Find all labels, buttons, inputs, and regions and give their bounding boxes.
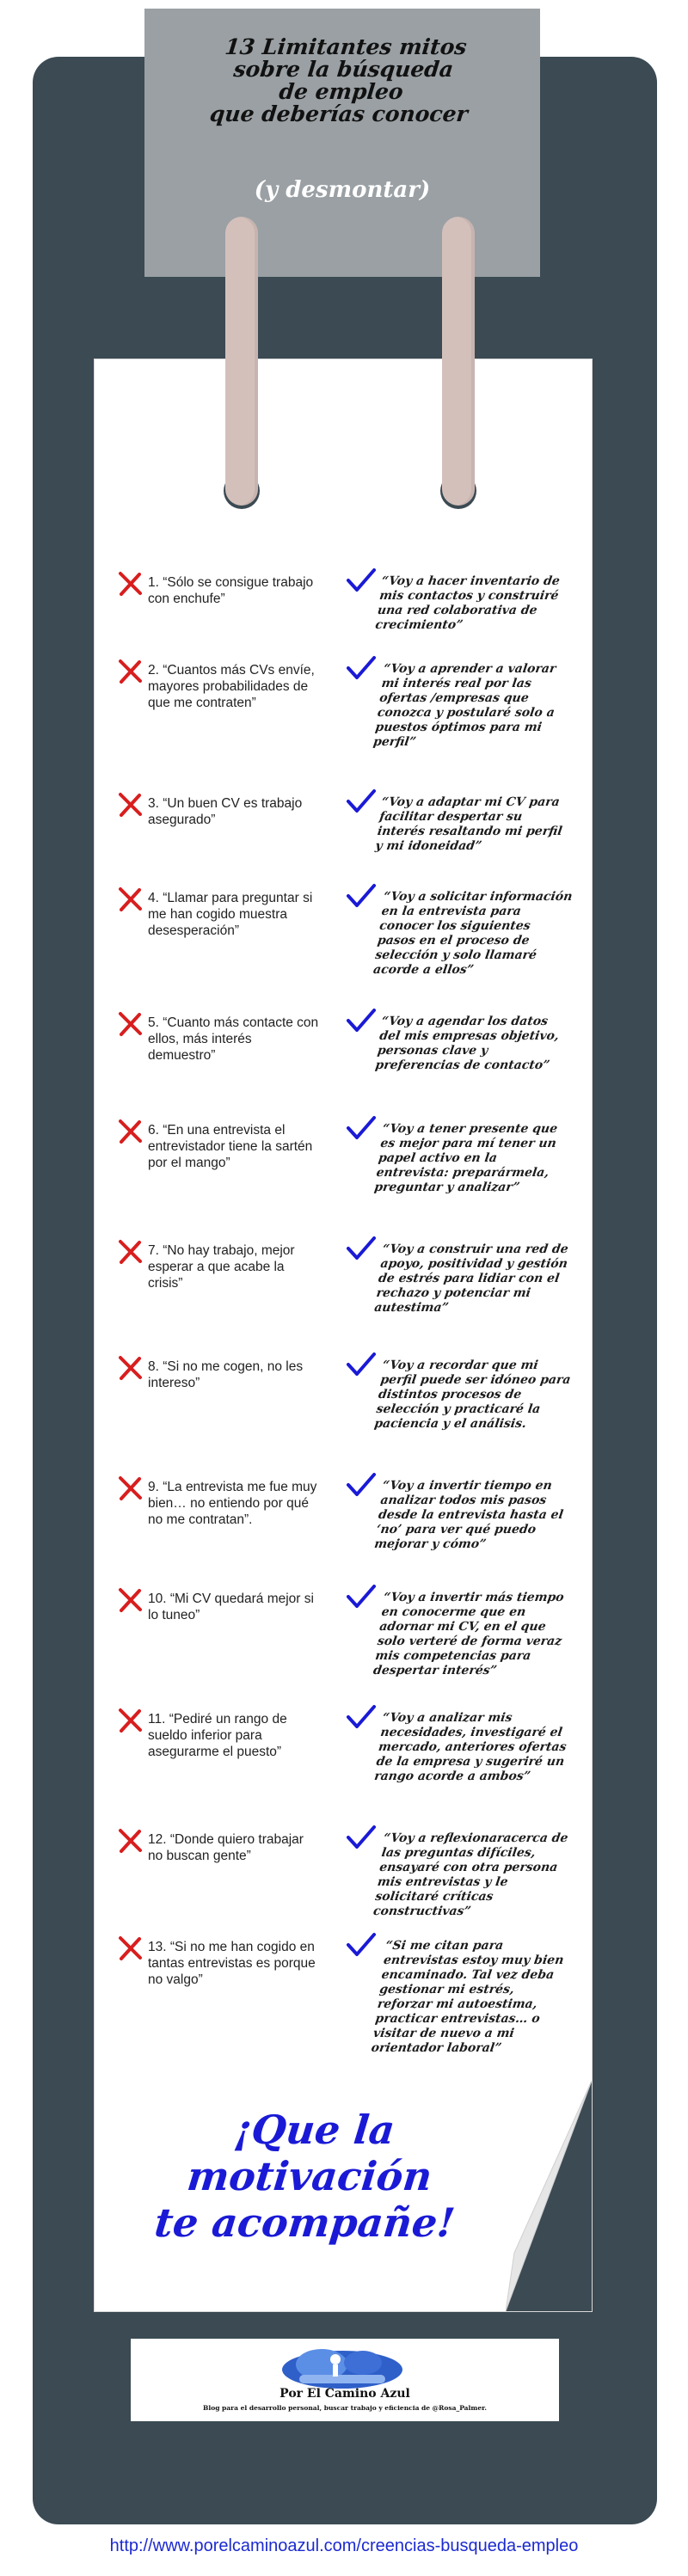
- belief-text: “Voy a aprender a valorar mi interés real por las ofertas /empresas que conozca y postularé solo a puestos óptimos para mi perfil”: [372, 662, 557, 749]
- check-icon: [346, 1704, 377, 1730]
- belief-text: “Voy a construir una red de apoyo, positividad y gestión de estrés para lidiar con el rechazo y potenciar mi autestima”: [373, 1242, 569, 1315]
- myth-text: 10. “Mi CV quedará mejor si lo tuneo”: [148, 1592, 314, 1622]
- header-card: [144, 9, 540, 277]
- myth-text: 4. “Llamar para preguntar si me han cogido muestra desesperación”: [148, 891, 313, 938]
- cross-icon: [117, 1828, 143, 1854]
- belief-text: “Si me citan para entrevistas estoy muy bien encaminado. Tal vez deba gestionar mi estrés, reforzar mi autoestima, practicar entrevistas… o visitar de nuevo a mi orientador laboral”: [370, 1939, 565, 2055]
- closing-line: motivación: [185, 2153, 434, 2199]
- cross-icon: [117, 1587, 143, 1613]
- belief-text: “Voy a reflexionaracerca de las preguntas difíciles, ensayaré con otra persona mis entrevistas y le solicitaré críticas constructivas”: [372, 1831, 569, 1918]
- title-line: sobre la búsqueda: [232, 57, 455, 82]
- belief-text: “Voy a tener presente que es mejor para mí tener un papel activo en la entrevista: preparármela, preguntar y analizar”: [373, 1122, 559, 1194]
- belief-text: “Voy a agendar los datos del mis empresas objetivo, personas clave y preferencias de contacto”: [374, 1015, 560, 1072]
- myth-text: 3. “Un buen CV es trabajo asegurado”: [148, 796, 303, 827]
- title-line: de empleo: [278, 79, 405, 104]
- check-icon: [346, 567, 377, 593]
- cross-icon: [117, 886, 143, 912]
- myth-text: 12. “Donde quiero trabajar no buscan gente”: [148, 1832, 304, 1863]
- belief-text: “Voy a adaptar mi CV para facilitar despertar su interés resaltando mi perfil y mi idoneidad”: [374, 795, 563, 853]
- myth-text: 7. “No hay trabajo, mejor esperar a que acabe la crisis”: [148, 1243, 295, 1291]
- page-curl: [506, 2081, 592, 2311]
- check-icon: [346, 1008, 377, 1033]
- check-icon: [346, 1352, 377, 1377]
- check-icon: [346, 883, 377, 909]
- belief-text: “Voy a analizar mis necesidades, investigaré el mercado, anteriores ofertas de la empresa y sugeriré un rango acorde a ambos”: [373, 1711, 568, 1783]
- cross-icon: [117, 1708, 143, 1733]
- cross-icon: [117, 1239, 143, 1265]
- myth-text: 6. “En una entrevista el entrevistador tiene la sartén por el mango”: [148, 1123, 313, 1170]
- binder-ring-left: [225, 217, 258, 506]
- belief-text: “Voy a solicitar información en la entrevista para conocer los siguientes pasos en el proceso de selección y solo llamaré acorde a ellos”: [372, 890, 574, 977]
- myth-text: 9. “La entrevista me fue muy bien… no entiendo por qué no me contratan”.: [148, 1480, 317, 1527]
- blog-name: Por El Camino Azul: [280, 2387, 410, 2401]
- belief-text: “Voy a hacer inventario de mis contactos y construiré una red colaborativa de crecimiento”: [374, 574, 561, 632]
- blog-logo-icon: [273, 2344, 411, 2390]
- blog-tagline: Blog para el desarrollo personal, buscar trabajo y eficiencia de @Rosa_Palmer.: [203, 2404, 487, 2412]
- title-line: que deberías conocer: [208, 101, 470, 126]
- cross-icon: [117, 659, 143, 684]
- check-icon: [346, 1825, 377, 1850]
- check-icon: [346, 655, 377, 681]
- title-line: 13 Limitantes mitos: [224, 34, 469, 59]
- check-icon: [346, 1932, 377, 1958]
- cross-icon: [117, 1011, 143, 1037]
- binder-ring-right: [442, 217, 475, 506]
- check-icon: [346, 1115, 377, 1141]
- source-url-link[interactable]: http://www.porelcaminoazul.com/creencias-busqueda-empleo: [109, 2536, 579, 2555]
- blog-logo[interactable]: [131, 2339, 559, 2421]
- cross-icon: [117, 1475, 143, 1501]
- check-icon: [346, 1472, 377, 1498]
- myth-text: 5. “Cuanto más contacte con ellos, más interés demuestro”: [148, 1015, 319, 1063]
- check-icon: [346, 1236, 377, 1261]
- page-title: [140, 36, 545, 126]
- closing-message: [113, 2107, 506, 2246]
- myth-text: 11. “Pediré un rango de sueldo inferior para asegurarme el puesto”: [148, 1712, 287, 1759]
- cross-icon: [117, 792, 143, 818]
- check-icon: [346, 788, 377, 814]
- cross-icon: [117, 1355, 143, 1381]
- myth-text: 1. “Sólo se consigue trabajo con enchufe”: [148, 575, 314, 606]
- cross-icon: [117, 1935, 143, 1961]
- myth-text: 8. “Si no me cogen, no les intereso”: [148, 1359, 304, 1390]
- cross-icon: [117, 1119, 143, 1144]
- check-icon: [346, 1584, 377, 1610]
- cross-icon: [117, 571, 143, 597]
- belief-text: “Voy a recordar que mi perfil puede ser idóneo para distintos procesos de selección y practicaré la paciencia y el análisis.: [373, 1359, 572, 1431]
- closing-line: ¡Que la: [231, 2107, 397, 2153]
- belief-text: “Voy a invertir tiempo en analizar todos mis pasos desde la entrevista hasta el ‘no’ para ver qué puedo mejorar y cómo”: [373, 1479, 564, 1551]
- myth-text: 2. “Cuantos más CVs envíe, mayores probabilidades de que me contraten”: [148, 663, 315, 710]
- belief-text: “Voy a invertir más tiempo en conocerme que en adornar mi CV, en el que solo verteré de forma veraz mis competencias para despertar interés”: [372, 1591, 565, 1677]
- myth-text: 13. “Si no me han cogido en tantas entrevistas es porque no valgo”: [148, 1940, 316, 1987]
- page-subtitle: (y desmontar): [254, 177, 431, 203]
- closing-line: te acompañe!: [152, 2199, 458, 2246]
